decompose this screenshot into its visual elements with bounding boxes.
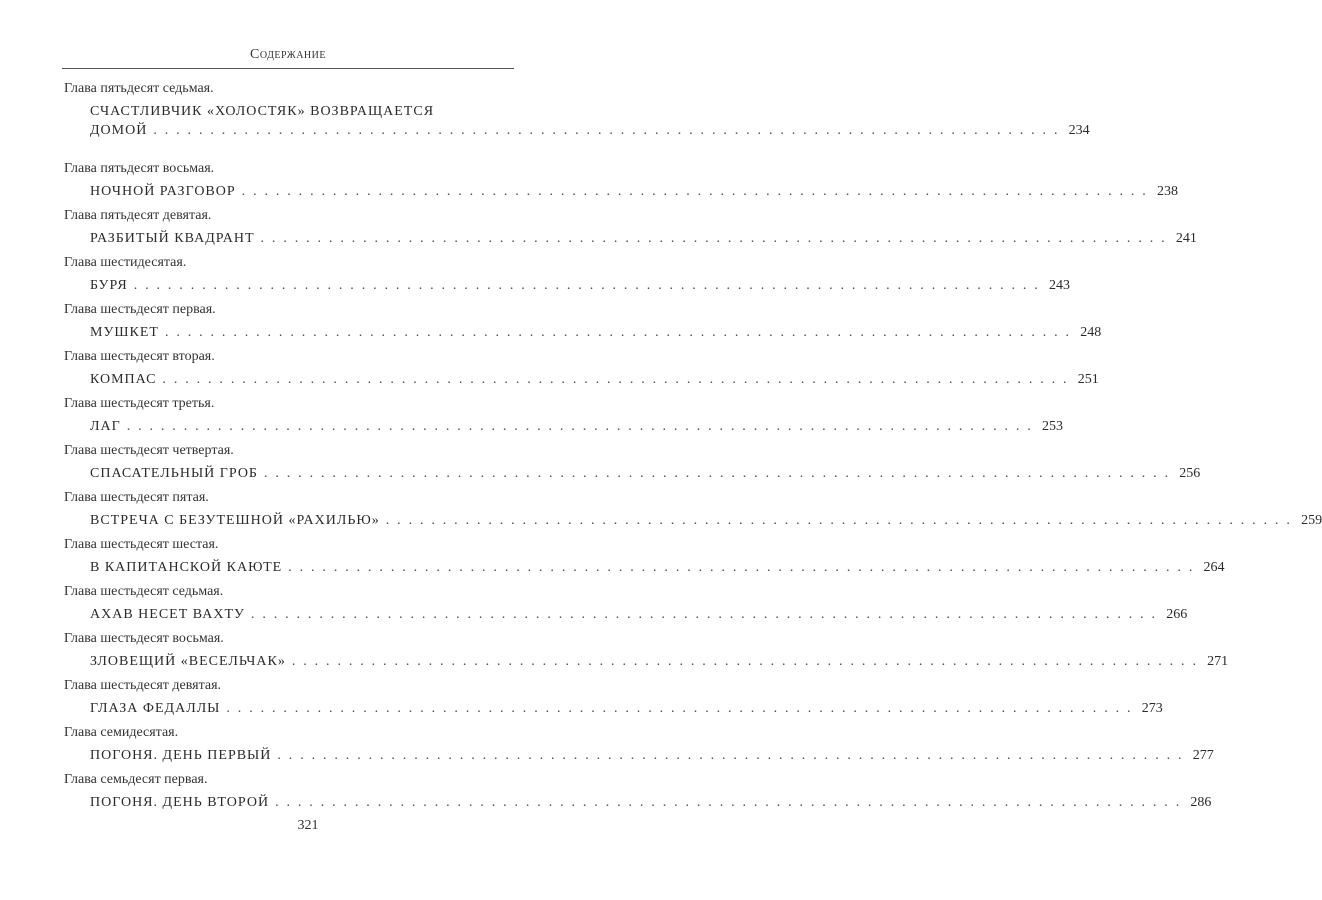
- dot-leader: . . . . . . . . . . . . . . . . . . . . . . . . . . . . . . . . . . . . . . . . . . . . . . . . . . . . . . . . . . . . . . . . . . . . . . . . . . . . . . . .: [263, 466, 1171, 481]
- chapter-title-row: [90, 653, 1229, 671]
- chapter-title-row: [90, 794, 1212, 812]
- chapter-title: ПОГОНЯ. ДЕНЬ ПЕРВЫЙ: [90, 748, 272, 763]
- page-reference: 271: [1207, 654, 1229, 669]
- page-reference: 266: [1166, 607, 1188, 622]
- dot-leader: . . . . . . . . . . . . . . . . . . . . . . . . . . . . . . . . . . . . . . . . . . . . . . . . . . . . . . . . . . . . . . . . . . . . . . . . . . . . . . . .: [133, 278, 1041, 293]
- page-reference: 234: [1068, 123, 1090, 138]
- toc-entry: [64, 348, 1099, 389]
- dot-leader: . . . . . . . . . . . . . . . . . . . . . . . . . . . . . . . . . . . . . . . . . . . . . . . . . . . . . . . . . . . . . . . . . . . . . . . . . . . . . . . .: [385, 513, 1293, 528]
- header-rule: [62, 68, 514, 69]
- page-reference: 273: [1141, 701, 1163, 716]
- chapter-title: ВСТРЕЧА С БЕЗУТЕШНОЙ «РАХИЛЬЮ»: [90, 513, 380, 528]
- toc-entry: [64, 80, 1090, 140]
- chapter-title: КОМПАС: [90, 372, 157, 387]
- dot-leader: . . . . . . . . . . . . . . . . . . . . . . . . . . . . . . . . . . . . . . . . . . . . . . . . . . . . . . . . . . . . . . . . . . . . . . . . . . . . . . . .: [162, 372, 1069, 387]
- toc-entry: [64, 395, 1064, 436]
- page-reference: 251: [1077, 372, 1099, 387]
- chapter-title: АХАВ НЕСЕТ ВАХТУ: [90, 607, 245, 622]
- chapter-title: ЛАГ: [90, 419, 121, 434]
- page-reference: 243: [1049, 278, 1071, 293]
- chapter-label: Глава шестьдесят третья.: [64, 396, 215, 411]
- page-reference: 264: [1203, 560, 1225, 575]
- chapter-title-line: СЧАСТЛИВЧИК «ХОЛОСТЯК» ВОЗВРАЩАЕТСЯ: [90, 104, 435, 119]
- chapter-title-row: [90, 465, 1201, 483]
- chapter-label: Глава шестьдесят восьмая.: [64, 631, 224, 646]
- chapter-title: ПОГОНЯ. ДЕНЬ ВТОРОЙ: [90, 795, 270, 810]
- toc-entry: [64, 677, 1163, 718]
- chapter-label: Глава пятьдесят девятая.: [64, 208, 212, 223]
- dot-leader: . . . . . . . . . . . . . . . . . . . . . . . . . . . . . . . . . . . . . . . . . . . . . . . . . . . . . . . . . . . . . . . . . . . . . . . . . . . . . . . .: [226, 701, 1133, 716]
- chapter-title: БУРЯ: [90, 278, 128, 293]
- chapter-title-row: [90, 230, 1197, 248]
- dot-leader: . . . . . . . . . . . . . . . . . . . . . . . . . . . . . . . . . . . . . . . . . . . . . . . . . . . . . . . . . . . . . . . . . . . . . . . . . . . . . . . .: [260, 231, 1167, 246]
- toc-entry: [64, 489, 1322, 530]
- chapter-title-row: [90, 606, 1188, 624]
- page-number: 321: [297, 818, 319, 833]
- dot-leader: . . . . . . . . . . . . . . . . . . . . . . . . . . . . . . . . . . . . . . . . . . . . . . . . . . . . . . . . . . . . . . . . . . . . . . . . . . . . . . . .: [126, 419, 1034, 434]
- toc-entry: [64, 301, 1102, 342]
- chapter-title: СПАСАТЕЛЬНЫЙ ГРОБ: [90, 466, 258, 481]
- toc-entry: [64, 536, 1225, 577]
- chapter-label: Глава пятьдесят восьмая.: [64, 161, 215, 176]
- chapter-title-row: [90, 324, 1102, 342]
- dot-leader: . . . . . . . . . . . . . . . . . . . . . . . . . . . . . . . . . . . . . . . . . . . . . . . . . . . . . . . . . . . . . . . . . . . . . . . . . . . . . . . .: [153, 123, 1060, 138]
- chapter-title-row: [90, 277, 1071, 295]
- page-reference: 256: [1179, 466, 1201, 481]
- dot-leader: . . . . . . . . . . . . . . . . . . . . . . . . . . . . . . . . . . . . . . . . . . . . . . . . . . . . . . . . . . . . . . . . . . . . . . . . . . . . . . . .: [250, 607, 1158, 622]
- toc-entry: [64, 160, 1178, 201]
- page-reference: 238: [1156, 184, 1178, 199]
- dot-leader: . . . . . . . . . . . . . . . . . . . . . . . . . . . . . . . . . . . . . . . . . . . . . . . . . . . . . . . . . . . . . . . . . . . . . . . . . . . . . . . .: [288, 560, 1195, 575]
- chapter-title-row: [90, 183, 1178, 201]
- chapter-title: ГЛАЗА ФЕДАЛЛЫ: [90, 701, 221, 716]
- chapter-label: Глава семидесятая.: [64, 725, 179, 740]
- chapter-label: Глава шестьдесят шестая.: [64, 537, 219, 552]
- chapter-label: Глава шестьдесят четвертая.: [64, 443, 234, 458]
- chapter-title: В КАПИТАНСКОЙ КАЮТЕ: [90, 560, 283, 575]
- toc-entry: [64, 630, 1229, 671]
- toc-entry: [64, 724, 1214, 765]
- chapter-title: ЗЛОВЕЩИЙ «ВЕСЕЛЬЧАК»: [90, 654, 286, 669]
- page-reference: 253: [1042, 419, 1064, 434]
- dot-leader: . . . . . . . . . . . . . . . . . . . . . . . . . . . . . . . . . . . . . . . . . . . . . . . . . . . . . . . . . . . . . . . . . . . . . . . . . . . . . . . .: [241, 184, 1148, 199]
- chapter-label: Глава пятьдесят седьмая.: [64, 81, 214, 96]
- chapter-title-row: [90, 371, 1099, 389]
- chapter-label: Глава шестьдесят седьмая.: [64, 584, 224, 599]
- toc-entry: [64, 771, 1212, 812]
- page-reference: 248: [1080, 325, 1102, 340]
- dot-leader: . . . . . . . . . . . . . . . . . . . . . . . . . . . . . . . . . . . . . . . . . . . . . . . . . . . . . . . . . . . . . . . . . . . . . . . . . . . . . . . .: [291, 654, 1199, 669]
- toc-entry: [64, 583, 1188, 624]
- toc-entry: [64, 442, 1201, 483]
- page-reference: 241: [1175, 231, 1197, 246]
- chapter-label: Глава шестьдесят пятая.: [64, 490, 209, 505]
- chapter-title-row: [90, 512, 1322, 530]
- chapter-title-row: [90, 559, 1225, 577]
- page-reference: 286: [1190, 795, 1212, 810]
- page-reference: 259: [1301, 513, 1322, 528]
- toc-entry: [64, 207, 1197, 248]
- chapter-label: Глава шестьдесят девятая.: [64, 678, 222, 693]
- chapter-title-row: [90, 418, 1064, 436]
- chapter-label: Глава шестьдесят первая.: [64, 302, 216, 317]
- dot-leader: . . . . . . . . . . . . . . . . . . . . . . . . . . . . . . . . . . . . . . . . . . . . . . . . . . . . . . . . . . . . . . . . . . . . . . . . . . . . . . . .: [277, 748, 1184, 763]
- chapter-label: Глава шестидесятая.: [64, 255, 187, 270]
- chapter-title: РАЗБИТЫЙ КВАДРАНТ: [90, 231, 255, 246]
- chapter-title: НОЧНОЙ РАЗГОВОР: [90, 184, 236, 199]
- chapter-label: Глава семьдесят первая.: [64, 772, 208, 787]
- page-reference: 277: [1192, 748, 1214, 763]
- running-head: Содержание: [250, 47, 326, 62]
- chapter-title-row: [90, 700, 1163, 718]
- toc-entry: [64, 254, 1071, 295]
- chapter-title-row: [90, 122, 1090, 140]
- chapter-title-row: [90, 747, 1214, 765]
- dot-leader: . . . . . . . . . . . . . . . . . . . . . . . . . . . . . . . . . . . . . . . . . . . . . . . . . . . . . . . . . . . . . . . . . . . . . . . . . . . . . . . .: [275, 795, 1182, 810]
- chapter-title: МУШКЕТ: [90, 325, 159, 340]
- dot-leader: . . . . . . . . . . . . . . . . . . . . . . . . . . . . . . . . . . . . . . . . . . . . . . . . . . . . . . . . . . . . . . . . . . . . . . . . . . . . . . . .: [164, 325, 1072, 340]
- chapter-label: Глава шестьдесят вторая.: [64, 349, 215, 364]
- chapter-title: ДОМОЙ: [90, 123, 148, 138]
